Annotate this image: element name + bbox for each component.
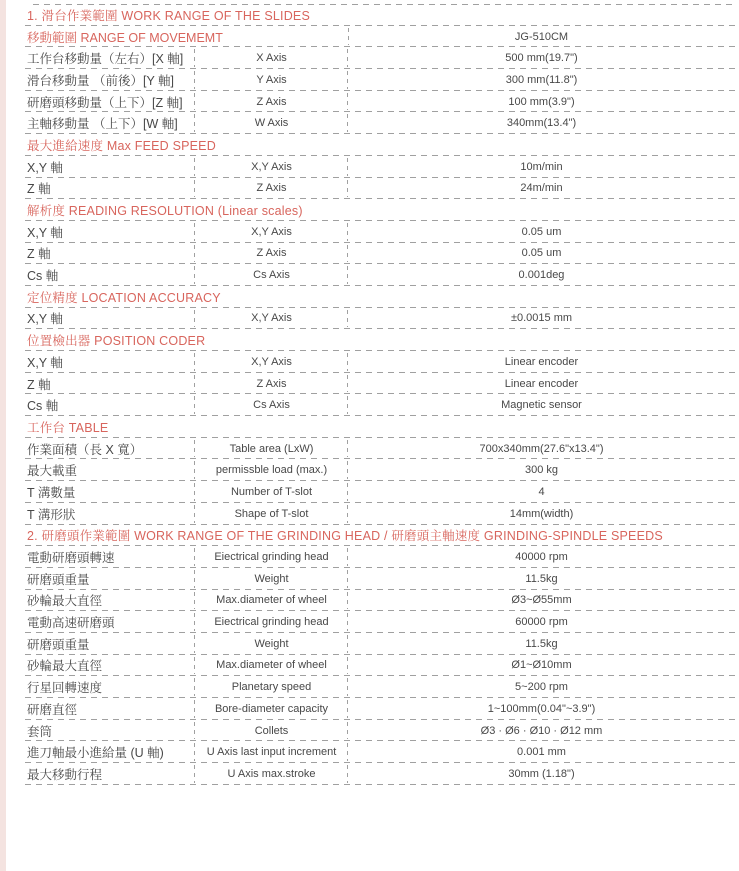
spec-label-en: Collets bbox=[195, 720, 348, 742]
spec-label-en: Weight bbox=[195, 568, 348, 590]
spec-row bbox=[25, 546, 735, 568]
spec-value: Linear encoder bbox=[504, 355, 579, 368]
spec-label-zh: 工作台移動量（左右）[X 軸] bbox=[25, 47, 195, 69]
spec-row bbox=[25, 373, 735, 395]
spec-label-zh: 最大載重 bbox=[25, 459, 195, 481]
spec-value: 0.05 um bbox=[521, 247, 562, 260]
spec-value: Linear encoder bbox=[504, 377, 579, 390]
spec-value: 0.001deg bbox=[518, 269, 565, 282]
spec-value: 10m/min bbox=[520, 160, 563, 173]
spec-value: 24m/min bbox=[520, 182, 563, 195]
spec-label-en: U Axis last input increment bbox=[195, 741, 348, 763]
subsection-header-row bbox=[25, 199, 735, 221]
subsection-header: 移動範圍 RANGE OF MOVEMEMT bbox=[27, 30, 223, 45]
spec-value: 11.5kg bbox=[525, 637, 558, 650]
spec-row bbox=[25, 438, 735, 460]
spec-value: 5~200 rpm bbox=[515, 681, 568, 694]
spec-row bbox=[25, 741, 735, 763]
spec-label-zh: 砂輪最大直徑 bbox=[25, 590, 195, 612]
spec-label-zh: Z 軸 bbox=[25, 178, 195, 200]
spec-value: 11.5kg bbox=[525, 572, 558, 585]
subsection-header: 最大進給速度 Max FEED SPEED bbox=[27, 138, 216, 153]
spec-label-en: Y Axis bbox=[195, 69, 348, 91]
spec-label-zh: 研磨頭移動量（上下）[Z 軸] bbox=[25, 91, 195, 113]
spec-value: Magnetic sensor bbox=[501, 399, 582, 412]
section-title-row bbox=[25, 4, 735, 26]
subsection-header-row bbox=[25, 329, 735, 351]
spec-row bbox=[25, 47, 735, 69]
spec-row bbox=[25, 676, 735, 698]
spec-label-en: X Axis bbox=[195, 47, 348, 69]
spec-value: Ø3 · Ø6 · Ø10 · Ø12 mm bbox=[480, 724, 603, 737]
spec-row bbox=[25, 459, 735, 481]
spec-label-zh: 行星回轉速度 bbox=[25, 676, 195, 698]
spec-label-zh: X,Y 軸 bbox=[25, 156, 195, 178]
spec-label-en: X,Y Axis bbox=[195, 221, 348, 243]
subsection-header-row bbox=[25, 286, 735, 308]
subsection-header: 定位精度 LOCATION ACCURACY bbox=[27, 290, 221, 305]
spec-value: 300 mm(11.8") bbox=[505, 73, 578, 86]
spec-label-zh: 最大移動行程 bbox=[25, 763, 195, 785]
spec-label-zh: 主軸移動量 （上下）[W 軸] bbox=[25, 112, 195, 134]
spec-label-zh: 砂輪最大直徑 bbox=[25, 655, 195, 677]
subsection-header: 工作台 TABLE bbox=[27, 420, 109, 435]
spec-label-zh: 電動研磨頭轉速 bbox=[25, 546, 195, 568]
spec-label-zh: Cs 軸 bbox=[25, 264, 195, 286]
spec-label-en: W Axis bbox=[195, 112, 348, 134]
spec-label-en: Z Axis bbox=[195, 178, 348, 200]
page-edge bbox=[0, 0, 6, 871]
spec-label-en: Shape of T-slot bbox=[195, 503, 348, 525]
spec-value: 0.001 mm bbox=[517, 746, 566, 759]
spec-label-en: X,Y Axis bbox=[195, 308, 348, 330]
spec-row bbox=[25, 611, 735, 633]
spec-label-en: permissble load (max.) bbox=[195, 459, 348, 481]
spec-row bbox=[25, 308, 735, 330]
section-title-row bbox=[25, 525, 735, 547]
spec-label-en: Planetary speed bbox=[195, 676, 348, 698]
spec-row bbox=[25, 503, 735, 525]
spec-label-en: Z Axis bbox=[195, 91, 348, 113]
spec-label-zh: 電動高速研磨頭 bbox=[25, 611, 195, 633]
spec-label-en: Bore-diameter capacity bbox=[195, 698, 348, 720]
spec-row bbox=[25, 394, 735, 416]
spec-value: ±0.0015 mm bbox=[510, 312, 573, 325]
spec-label-zh: 研磨頭重量 bbox=[25, 568, 195, 590]
spec-label-en: Eiectrical grinding head bbox=[195, 611, 348, 633]
spec-row bbox=[25, 590, 735, 612]
spec-value: 40000 rpm bbox=[515, 551, 568, 564]
spec-label-en: X,Y Axis bbox=[195, 156, 348, 178]
spec-row bbox=[25, 481, 735, 503]
spec-label-en: Z Axis bbox=[195, 373, 348, 395]
spec-label-en: Number of T-slot bbox=[195, 481, 348, 503]
spec-row bbox=[25, 112, 735, 134]
spec-row bbox=[25, 633, 735, 655]
spec-row bbox=[25, 720, 735, 742]
spec-label-zh: 研磨頭重量 bbox=[25, 633, 195, 655]
spec-value: 4 bbox=[538, 485, 545, 498]
spec-sheet bbox=[25, 4, 735, 785]
spec-label-en: Weight bbox=[195, 633, 348, 655]
spec-row bbox=[25, 568, 735, 590]
spec-label-zh: X,Y 軸 bbox=[25, 221, 195, 243]
spec-value: 0.05 um bbox=[521, 225, 562, 238]
spec-label-en: Cs Axis bbox=[195, 394, 348, 416]
spec-row bbox=[25, 178, 735, 200]
subsection-header-row bbox=[25, 134, 735, 156]
spec-label-zh: 套筒 bbox=[25, 720, 195, 742]
spec-row bbox=[25, 221, 735, 243]
section-title: 1. 滑台作業範圍 WORK RANGE OF THE SLIDES bbox=[27, 8, 310, 23]
spec-row bbox=[25, 156, 735, 178]
spec-label-en: Max.diameter of wheel bbox=[195, 655, 348, 677]
model-name: JG-510CM bbox=[348, 26, 735, 48]
spec-label-zh: 研磨直徑 bbox=[25, 698, 195, 720]
spec-value: 30mm (1.18") bbox=[508, 767, 575, 780]
spec-value: 500 mm(19.7") bbox=[505, 52, 578, 65]
spec-label-zh: 作業面積（長 X 寬） bbox=[25, 438, 195, 460]
spec-label-en: Table area (LxW) bbox=[195, 438, 348, 460]
spec-row bbox=[25, 264, 735, 286]
spec-row bbox=[25, 69, 735, 91]
spec-value: 340mm(13.4") bbox=[506, 117, 577, 130]
spec-value: 300 kg bbox=[524, 464, 559, 477]
spec-label-en: X,Y Axis bbox=[195, 351, 348, 373]
spec-label-en: U Axis max.stroke bbox=[195, 763, 348, 785]
subsection-header: 解析度 READING RESOLUTION (Linear scales) bbox=[27, 204, 303, 219]
section-title: 2. 研磨頭作業範圍 WORK RANGE OF THE GRINDING HEAD / 研磨頭主軸速度 GRINDING-SPINDLE SPEEDS bbox=[27, 529, 663, 544]
spec-label-en: Eiectrical grinding head bbox=[195, 546, 348, 568]
subsection-header-row bbox=[25, 416, 735, 438]
spec-row bbox=[25, 763, 735, 785]
spec-label-en: Cs Axis bbox=[195, 264, 348, 286]
spec-label-en: Z Axis bbox=[195, 243, 348, 265]
spec-value: 1~100mm(0.04"~3.9") bbox=[487, 702, 596, 715]
spec-label-en: Max.diameter of wheel bbox=[195, 590, 348, 612]
spec-value: 60000 rpm bbox=[515, 616, 568, 629]
spec-label-zh: Z 軸 bbox=[25, 243, 195, 265]
spec-label-zh: Z 軸 bbox=[25, 373, 195, 395]
spec-label-zh: 滑台移動量 （前後）[Y 軸] bbox=[25, 69, 195, 91]
spec-value: Ø3~Ø55mm bbox=[511, 594, 572, 607]
spec-label-zh: 進刀軸最小進給量 (U 軸) bbox=[25, 741, 195, 763]
spec-label-zh: X,Y 軸 bbox=[25, 308, 195, 330]
spec-row bbox=[25, 698, 735, 720]
spec-row bbox=[25, 351, 735, 373]
spec-value: Ø1~Ø10mm bbox=[511, 659, 572, 672]
subsection-header: 位置檢出器 POSITION CODER bbox=[27, 334, 206, 349]
spec-label-zh: T 溝形狀 bbox=[25, 503, 195, 525]
spec-label-zh: Cs 軸 bbox=[25, 394, 195, 416]
model-header-row bbox=[25, 26, 735, 48]
spec-value: 700x340mm(27.6"x13.4") bbox=[479, 442, 604, 455]
spec-value: 100 mm(3.9") bbox=[508, 95, 575, 108]
spec-label-zh: T 溝數量 bbox=[25, 481, 195, 503]
spec-label-zh: X,Y 軸 bbox=[25, 351, 195, 373]
spec-row bbox=[25, 243, 735, 265]
spec-value: 14mm(width) bbox=[509, 507, 574, 520]
spec-row bbox=[25, 91, 735, 113]
spec-row bbox=[25, 655, 735, 677]
